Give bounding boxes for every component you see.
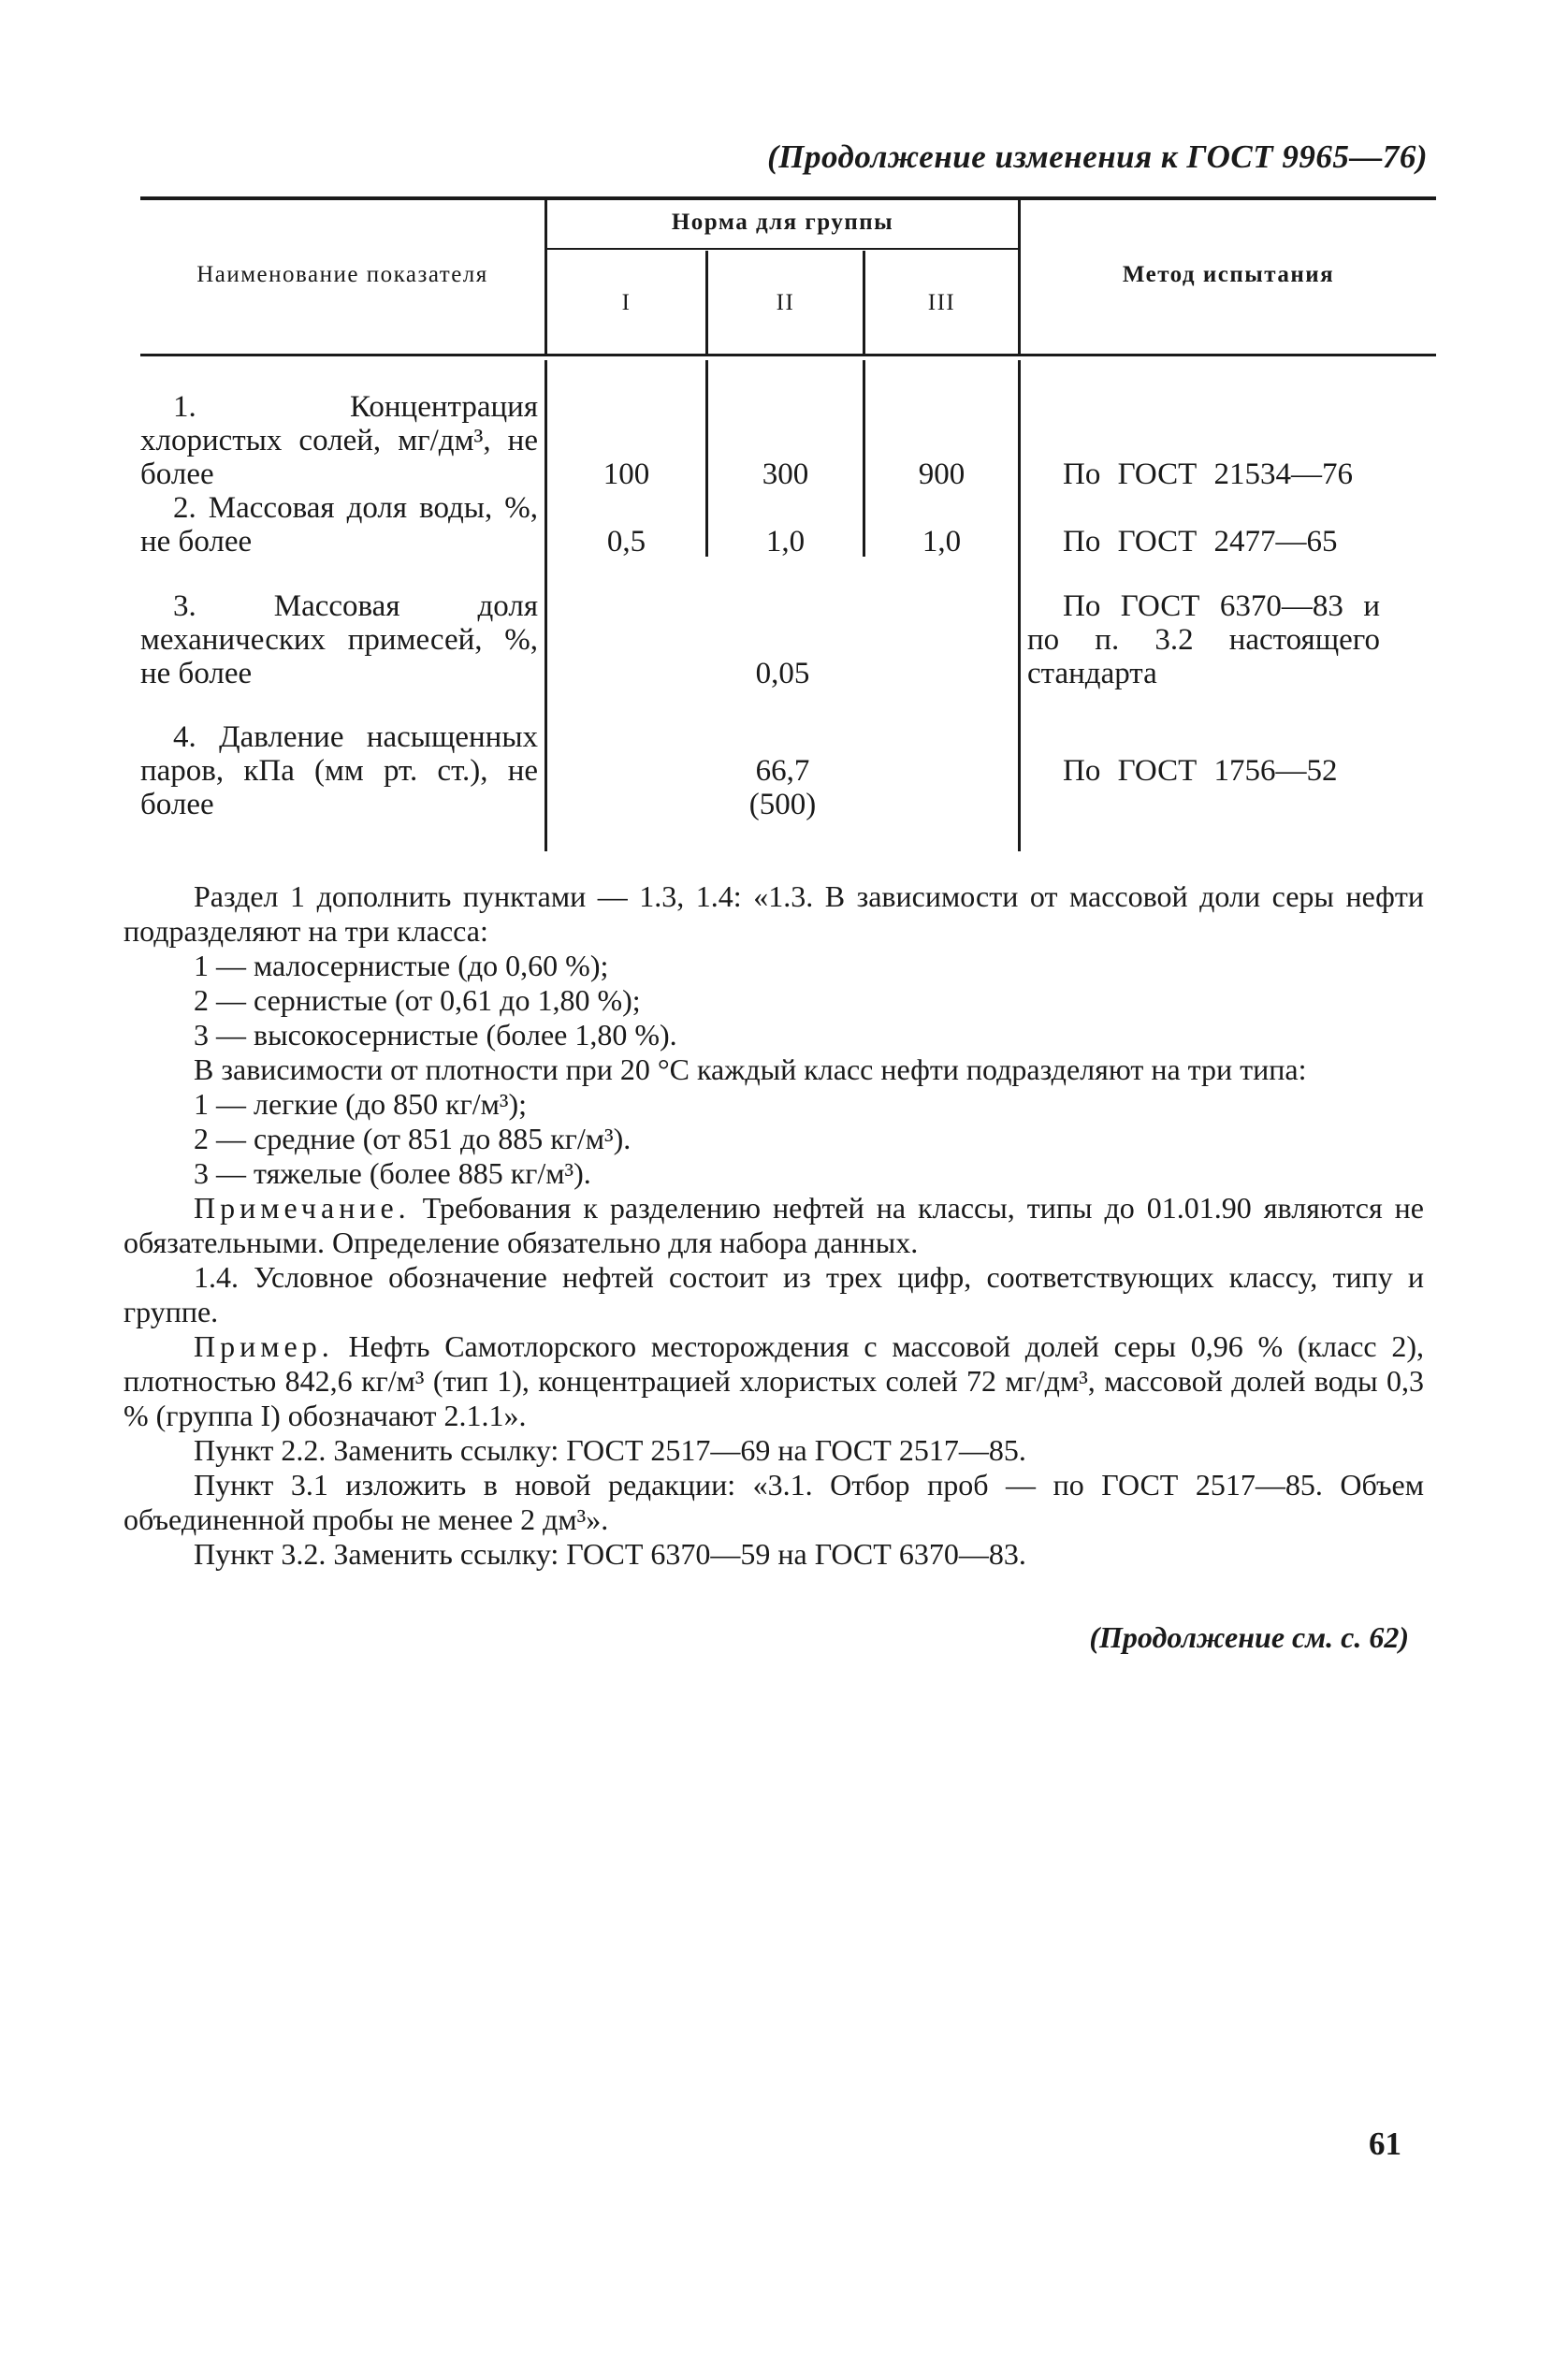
row-3-name: 3. Массовая доля механических примесей, %, не более	[140, 589, 538, 690]
col-method-header: Метод испытания	[1122, 262, 1335, 287]
item-2-2: Пункт 2.2. Заменить ссылку: ГОСТ 2517—69 на ГОСТ 2517—85.	[194, 1433, 1026, 1467]
row-4-merged-1: 66,7	[755, 754, 810, 788]
row-4-merged-2: (500)	[748, 788, 817, 821]
running-title: (Продолжение изменения к ГОСТ 9965—76)	[767, 138, 1428, 175]
sulfur-class-3: 3 — высокосернистые (более 1,80 %).	[194, 1018, 677, 1052]
page-number: 61	[1369, 2126, 1401, 2162]
item-3-1: Пункт 3.1 изложить в новой редакции: «3.1. Отбор проб — по ГОСТ 2517—85. Объем объединенной пробы не менее 2 дм³».	[123, 1468, 1424, 1536]
row-1-name: 1. Концентрация хлористых солей, мг/дм³, не более	[140, 390, 538, 491]
body-divider-method	[1018, 360, 1021, 851]
norms-table	[140, 196, 1436, 851]
row-2-method: По ГОСТ 2477—65	[1063, 525, 1338, 559]
row-2-g2: 1,0	[765, 525, 806, 559]
amendment-text	[123, 879, 1424, 1572]
group-header-rule	[544, 248, 1019, 250]
row-1-g3: 900	[918, 457, 965, 491]
continuation-note: (Продолжение см. с. 62)	[1089, 1620, 1409, 1654]
col-name-header: Наименование показателя	[196, 262, 488, 287]
section-1-intro: Раздел 1 дополнить пунктами — 1.3, 1.4: «1.3. В зависимости от массовой доли серы нефти подразделяют на три класса:	[123, 879, 1424, 948]
density-intro: В зависимости от плотности при 20 °С каждый класс нефти подразделяют на три типа:	[194, 1052, 1307, 1086]
row-2-g3: 1,0	[922, 525, 962, 559]
row-4-name: 4. Давление насыщенных паров, кПа (мм рт. ст.), не более	[140, 720, 538, 821]
item-3-2: Пункт 3.2. Заменить ссылку: ГОСТ 6370—59 на ГОСТ 6370—83.	[194, 1537, 1026, 1571]
group-header: Норма для группы	[671, 210, 894, 235]
row-1-g2: 300	[762, 457, 809, 491]
example-label: Пример.	[194, 1329, 334, 1363]
row-3-merged: 0,05	[755, 657, 810, 690]
group-col-2: II	[776, 290, 795, 315]
note-text: Требования к разделению нефтей на классы, типы до 01.01.90 являются не обязательными. Определение обязательно для набора данных.	[123, 1191, 1425, 1259]
row-2-g1: 0,5	[606, 525, 646, 559]
group-col-1: I	[621, 290, 632, 315]
row-3-method: По ГОСТ 6370—83 и по п. 3.2 настоящего стандарта	[1027, 589, 1380, 690]
sulfur-class-1: 1 — малосернистые (до 0,60 %);	[194, 949, 609, 982]
note-label: Примечание.	[194, 1191, 411, 1225]
designation-paragraph: 1.4. Условное обозначение нефтей состоит из трех цифр, соответствующих классу, типу и группе.	[123, 1260, 1424, 1328]
row-2-name: 2. Массовая доля воды, %, не более	[140, 491, 538, 559]
example-paragraph	[123, 1329, 1424, 1433]
group-col-3: III	[927, 290, 956, 315]
row-1-method: По ГОСТ 21534—76	[1063, 457, 1353, 491]
density-type-1: 1 — легкие (до 850 кг/м³);	[194, 1087, 528, 1121]
note-paragraph	[123, 1191, 1424, 1260]
header-bottom-rule	[140, 354, 1436, 356]
row-1-g1: 100	[603, 457, 650, 491]
table-top-rule	[140, 196, 1436, 200]
example-text: Нефть Самотлорского месторождения с массовой долей серы 0,96 % (класс 2), плотностью 842,6 кг/м³ (тип 1), концентрацией хлористых солей 72 мг/дм³, массовой долей воды 0,3 % (группа I) обозначают 2.1.1».	[123, 1329, 1425, 1432]
sulfur-class-2: 2 — сернистые (от 0,61 до 1,80 %);	[194, 983, 641, 1017]
row-4-method: По ГОСТ 1756—52	[1063, 754, 1338, 788]
density-type-2: 2 — средние (от 851 до 885 кг/м³).	[194, 1122, 632, 1155]
density-type-3: 3 — тяжелые (более 885 кг/м³).	[194, 1156, 591, 1190]
